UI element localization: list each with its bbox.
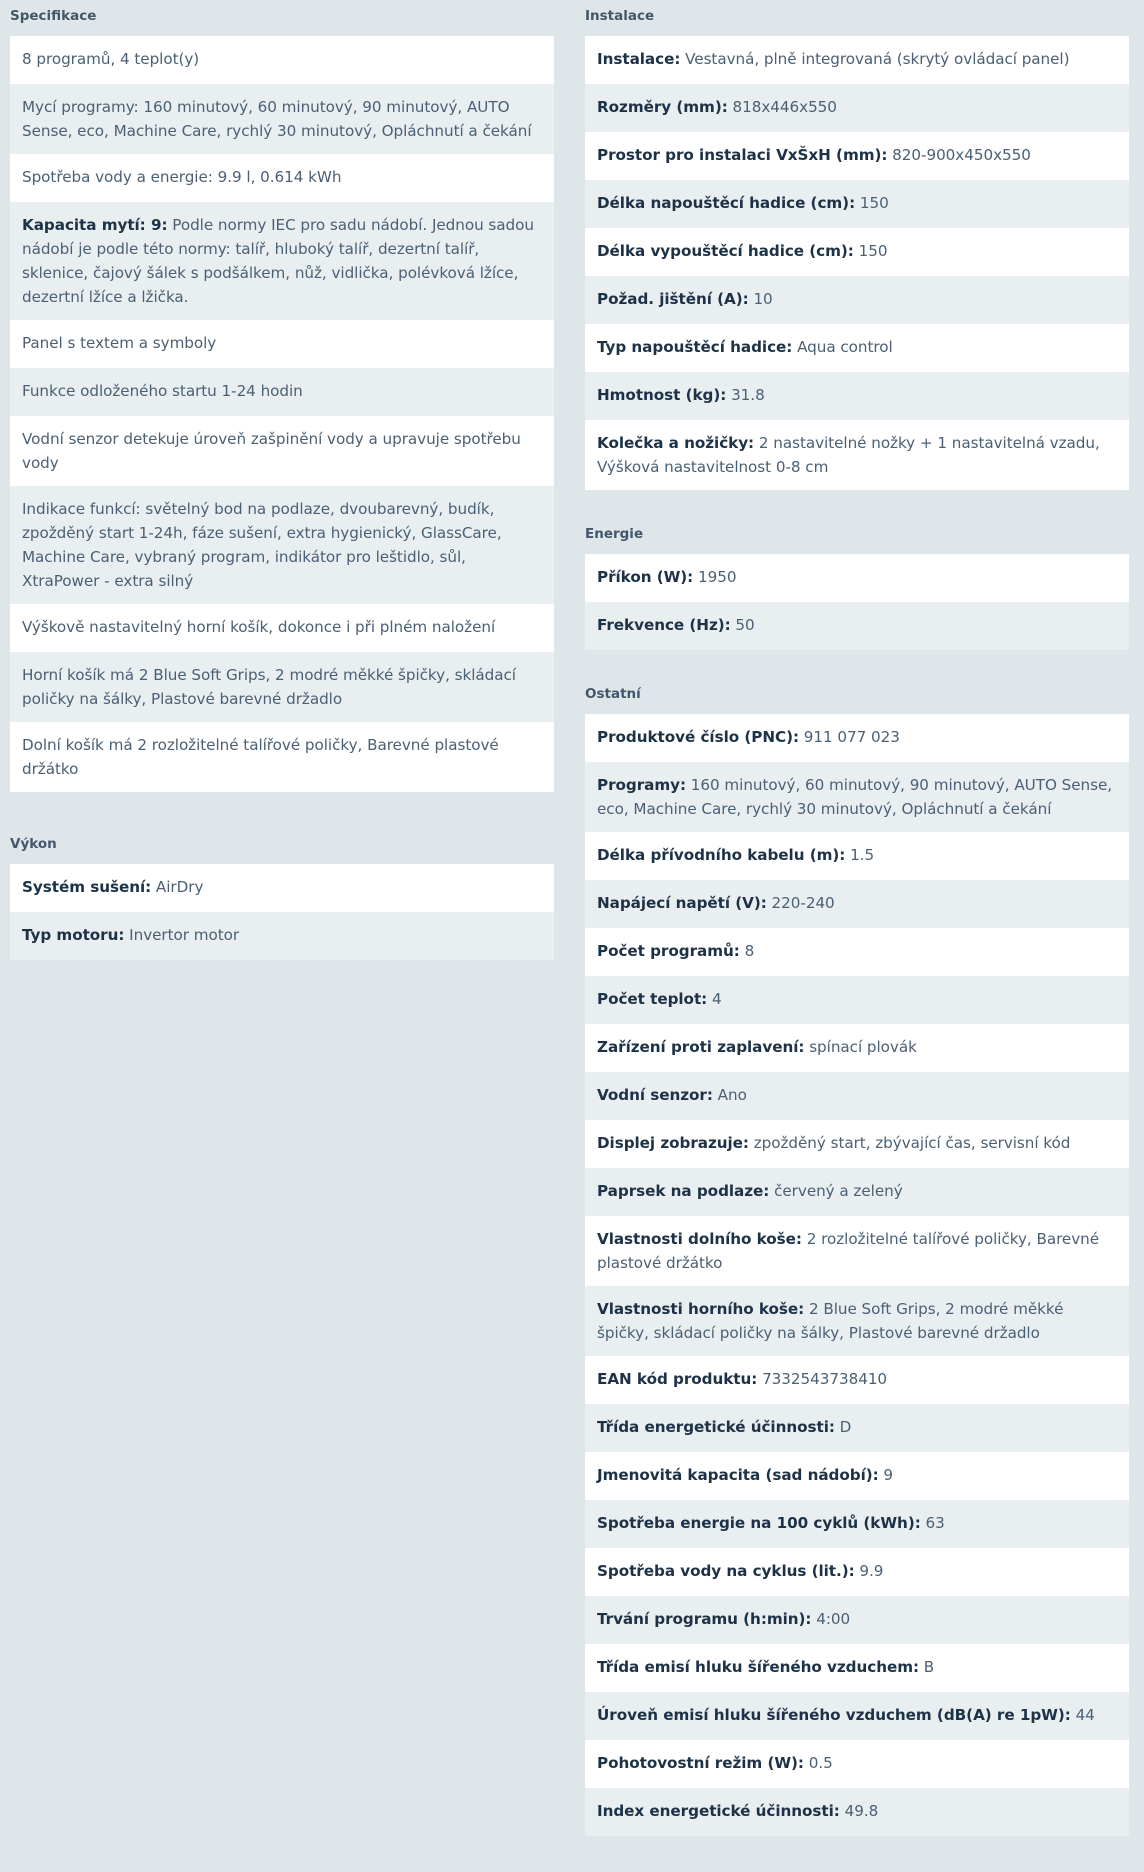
spec-label: Vlastnosti horního koše:	[597, 1300, 805, 1318]
spec-value: Funkce odloženého startu 1-24 hodin	[22, 382, 303, 400]
spec-row	[585, 554, 1129, 602]
spec-value: 50	[730, 616, 755, 634]
spec-value: Vestavná, plně integrovaná (skrytý ovládací panel)	[680, 50, 1070, 68]
spec-label: Pohotovostní režim (W):	[597, 1754, 804, 1772]
spec-label: Délka vypouštěcí hadice (cm):	[597, 242, 854, 260]
spec-label: Vlastnosti dolního koše:	[597, 1230, 802, 1248]
spec-label: Délka přívodního kabelu (m):	[597, 846, 846, 864]
spec-value: 8 programů, 4 teplot(y)	[22, 50, 200, 68]
spec-row	[585, 228, 1129, 276]
spec-row	[585, 324, 1129, 372]
spec-value: 2 nastavitelné nožky + 1 nastavitelná vzadu, Výšková nastavitelnost 0-8 cm	[597, 434, 1100, 476]
spec-value: Aqua control	[792, 338, 893, 356]
spec-value: 4	[707, 990, 722, 1008]
spec-label: Instalace:	[597, 50, 681, 68]
spec-row	[10, 36, 554, 84]
spec-label: Počet programů:	[597, 942, 740, 960]
spec-label: Hmotnost (kg):	[597, 386, 727, 404]
spec-row	[585, 1452, 1129, 1500]
section-ostatni	[585, 678, 1129, 1836]
spec-value: zpožděný start, zbývající čas, servisní kód	[748, 1134, 1071, 1152]
spec-row	[585, 714, 1129, 762]
spec-label: Úroveň emisí hluku šířeného vzduchem (dB(A) re 1pW):	[597, 1706, 1071, 1724]
spec-row	[585, 1788, 1129, 1836]
spec-row	[585, 1072, 1129, 1120]
spec-row	[10, 368, 554, 416]
spec-value: 911 077 023	[799, 728, 900, 746]
spec-row	[585, 832, 1129, 880]
spec-label: Jmenovitá kapacita (sad nádobí):	[597, 1466, 879, 1484]
spec-row	[10, 320, 554, 368]
spec-list	[10, 864, 554, 960]
spec-label: Index energetické účinnosti:	[597, 1802, 840, 1820]
spec-label: Příkon (W):	[597, 568, 694, 586]
spec-value: D	[834, 1418, 852, 1436]
spec-row	[585, 36, 1129, 84]
spec-row	[585, 1168, 1129, 1216]
spec-row	[585, 1692, 1129, 1740]
section-instalace	[585, 0, 1129, 490]
spec-row	[585, 1356, 1129, 1404]
section-title: Specifikace	[10, 8, 97, 24]
spec-row	[10, 486, 554, 604]
spec-value: 1.5	[845, 846, 875, 864]
spec-value: 2 rozložitelné talířové poličky, Barevné plastové držátko	[597, 1230, 1100, 1272]
spec-value: spínací plovák	[804, 1038, 917, 1056]
right-column	[585, 0, 1129, 1872]
spec-label: Napájecí napětí (V):	[597, 894, 767, 912]
spec-label: Kapacita mytí: 9:	[22, 216, 168, 234]
spec-row	[585, 132, 1129, 180]
spec-value: Panel s textem a symboly	[22, 334, 217, 352]
spec-value: B	[919, 1658, 935, 1676]
left-column	[10, 0, 554, 996]
spec-label: Kolečka a nožičky:	[597, 434, 755, 452]
spec-value: Spotřeba vody a energie: 9.9 l, 0.614 kWh	[22, 168, 342, 186]
spec-value: Horní košík má 2 Blue Soft Grips, 2 modré měkké špičky, skládací poličky na šálky, Plastové barevné držadlo	[22, 666, 516, 708]
spec-value: AirDry	[151, 878, 204, 896]
spec-label: Délka napouštěcí hadice (cm):	[597, 194, 856, 212]
spec-value: 150	[853, 242, 888, 260]
section-title: Instalace	[585, 8, 655, 24]
spec-label: Systém sušení:	[22, 878, 152, 896]
spec-label: Rozměry (mm):	[597, 98, 728, 116]
spec-value: 10	[748, 290, 773, 308]
spec-row	[10, 652, 554, 722]
spec-value: Mycí programy: 160 minutový, 60 minutový, 90 minutový, AUTO Sense, eco, Machine Care, rychlý 30 minutový, Opláchnutí a čekání	[22, 98, 532, 140]
section-title: Energie	[585, 526, 644, 542]
spec-list	[585, 714, 1129, 1836]
spec-label: Produktové číslo (PNC):	[597, 728, 799, 746]
spec-list	[10, 36, 554, 792]
spec-value: 44	[1070, 1706, 1095, 1724]
spec-row	[585, 928, 1129, 976]
spec-value: Ano	[712, 1086, 747, 1104]
spec-row	[10, 416, 554, 486]
spec-value: červený a zelený	[769, 1182, 903, 1200]
spec-list	[585, 36, 1129, 490]
spec-label: Typ motoru:	[22, 926, 125, 944]
spec-value: 0.5	[803, 1754, 833, 1772]
spec-row	[10, 154, 554, 202]
section-energie	[585, 518, 1129, 650]
spec-value: 9.9	[854, 1562, 884, 1580]
spec-row	[10, 84, 554, 154]
spec-value: Indikace funkcí: světelný bod na podlaze, dvoubarevný, budík, zpožděný start 1-24h, fáze sušení, extra hygienický, GlassCare, Machine Care, vybraný program, indikátor pro leštidlo, sůl, XtraPower - extra silný	[22, 500, 502, 590]
spec-value: Výškově nastavitelný horní košík, dokonce i při plném naložení	[22, 618, 496, 636]
section-specifikace	[10, 0, 554, 792]
spec-label: Spotřeba vody na cyklus (lit.):	[597, 1562, 855, 1580]
spec-label: Typ napouštěcí hadice:	[597, 338, 793, 356]
spec-label: Třída energetické účinnosti:	[597, 1418, 835, 1436]
spec-row	[585, 602, 1129, 650]
spec-row	[585, 1500, 1129, 1548]
spec-label: Požad. jištění (A):	[597, 290, 749, 308]
spec-value: 220-240	[766, 894, 835, 912]
spec-value: 9	[878, 1466, 894, 1484]
spec-label: Displej zobrazuje:	[597, 1134, 749, 1152]
spec-value: 1950	[693, 568, 737, 586]
spec-label: Spotřeba energie na 100 cyklů (kWh):	[597, 1514, 921, 1532]
spec-row	[10, 912, 554, 960]
spec-label: Zařízení proti zaplavení:	[597, 1038, 805, 1056]
spec-value: 49.8	[839, 1802, 879, 1820]
spec-row	[585, 1548, 1129, 1596]
spec-row	[585, 1596, 1129, 1644]
spec-list	[585, 554, 1129, 650]
spec-row	[585, 1644, 1129, 1692]
spec-value: Invertor motor	[124, 926, 240, 944]
spec-row	[585, 1404, 1129, 1452]
spec-value: Dolní košík má 2 rozložitelné talířové poličky, Barevné plastové držátko	[22, 736, 499, 778]
spec-value: 818x446x550	[727, 98, 837, 116]
spec-row	[585, 1120, 1129, 1168]
spec-value: 2 Blue Soft Grips, 2 modré měkké špičky, skládací poličky na šálky, Plastové barevné držadlo	[597, 1300, 1064, 1342]
spec-value: 4:00	[811, 1610, 851, 1628]
section-title: Ostatní	[585, 686, 641, 702]
spec-label: Frekvence (Hz):	[597, 616, 731, 634]
spec-label: Paprsek na podlaze:	[597, 1182, 770, 1200]
spec-value: 820-900x450x550	[887, 146, 1031, 164]
spec-value: 63	[920, 1514, 945, 1532]
spec-label: Programy:	[597, 776, 687, 794]
spec-row	[585, 1286, 1129, 1356]
spec-row	[10, 722, 554, 792]
spec-row	[585, 84, 1129, 132]
spec-value: 7332543738410	[757, 1370, 888, 1388]
spec-value: 150	[855, 194, 889, 212]
spec-row	[10, 604, 554, 652]
spec-row	[10, 864, 554, 912]
spec-label: Prostor pro instalaci VxŠxH (mm):	[597, 146, 888, 164]
spec-value: Vodní senzor detekuje úroveň zašpinění vody a upravuje spotřebu vody	[22, 430, 521, 472]
spec-row	[585, 276, 1129, 324]
spec-row	[585, 420, 1129, 490]
spec-row	[585, 976, 1129, 1024]
spec-row	[585, 1740, 1129, 1788]
spec-label: EAN kód produktu:	[597, 1370, 758, 1388]
spec-label: Počet teplot:	[597, 990, 708, 1008]
spec-label: Třída emisí hluku šířeného vzduchem:	[597, 1658, 920, 1676]
spec-row	[585, 372, 1129, 420]
spec-row	[585, 880, 1129, 928]
spec-row	[10, 202, 554, 320]
section-vykon	[10, 828, 554, 960]
spec-row	[585, 1024, 1129, 1072]
spec-value: 8	[739, 942, 755, 960]
spec-row	[585, 1216, 1129, 1286]
spec-label: Vodní senzor:	[597, 1086, 713, 1104]
spec-label: Trvání programu (h:min):	[597, 1610, 812, 1628]
spec-row	[585, 762, 1129, 832]
spec-value: Podle normy IEC pro sadu nádobí. Jednou sadou nádobí je podle této normy: talíř, hluboký talíř, dezertní talíř, sklenice, čajový šálek s podšálkem, nůž, vidlička, polévková lžíce, dezertní lžíce a lžička.	[22, 216, 534, 306]
section-title: Výkon	[10, 836, 57, 852]
spec-value: 31.8	[726, 386, 765, 404]
spec-value: 160 minutový, 60 minutový, 90 minutový, AUTO Sense, eco, Machine Care, rychlý 30 minutový, Opláchnutí a čekání	[597, 776, 1113, 818]
spec-row	[585, 180, 1129, 228]
